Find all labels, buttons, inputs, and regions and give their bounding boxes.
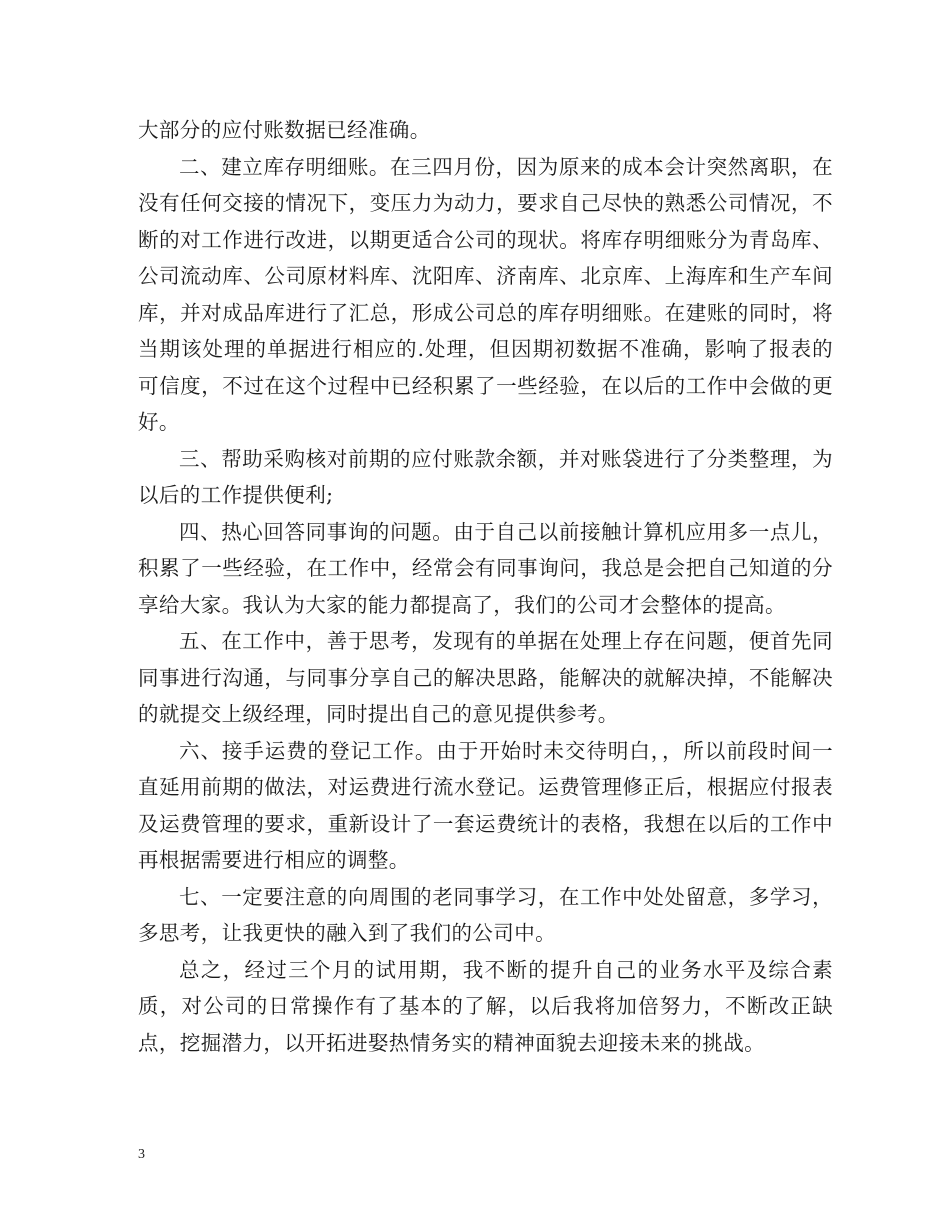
paragraph-item-7: 七、一定要注意的向周围的老同事学习，在工作中处处留意，多学习，多思考，让我更快的融入到了我们的公司中。	[138, 884, 833, 945]
paragraph-conclusion: 总之，经过三个月的试用期，我不断的提升自己的业务水平及综合素质，对公司的日常操作有了基本的了解，以后我将加倍努力，不断改正缺点，挖掘潜力，以开拓进娶热情务实的精神面貌去迎接未来的挑战。	[138, 957, 833, 1055]
paragraph-item-3: 三、帮助采购核对前期的应付账款余额，并对账袋进行了分类整理，为以后的工作提供便利;	[138, 446, 833, 507]
paragraph-item-4: 四、热心回答同事询的问题。由于自己以前接触计算机应用多一点儿，积累了一些经验，在工作中，经常会有同事询问，我总是会把自己知道的分享给大家。我认为大家的能力都提高了，我们的公司才会整体的提高。	[138, 519, 833, 617]
paragraph-item-6: 六、接手运费的登记工作。由于开始时未交待明白，，所以前段时间一直延用前期的做法，对运费进行流水登记。运费管理修正后，根据应付报表及运费管理的要求，重新设计了一套运费统计的表格，我想在以后的工作中再根据需要进行相应的调整。	[138, 738, 833, 872]
document-body	[138, 112, 833, 1061]
paragraph-item-5: 五、在工作中，善于思考，发现有的单据在处理上存在问题，便首先同同事进行沟通，与同事分享自己的解决思路，能解决的就解决掉，不能解决的就提交上级经理，同时提出自己的意见提供参考。	[138, 629, 833, 726]
page-number: 3	[138, 1147, 145, 1162]
paragraph-continuation: 大部分的应付账数据已经准确。	[138, 118, 431, 142]
paragraph-item-2: 二、建立库存明细账。在三四月份，因为原来的成本会计突然离职，在没有任何交接的情况下，变压力为动力，要求自己尽快的熟悉公司情况，不断的对工作进行改进，以期更适合公司的现状。将库存明细账分为青岛库、公司流动库、公司原材料库、沈阳库、济南库、北京库、上海库和生产车间库，并对成品库进行了汇总，形成公司总的库存明细账。在建账的同时，将当期该处理的单据进行相应的.处理，但因期初数据不准确，影响了报表的可信度，不过在这个过程中已经积累了一些经验，在以后的工作中会做的更好。	[138, 154, 833, 434]
